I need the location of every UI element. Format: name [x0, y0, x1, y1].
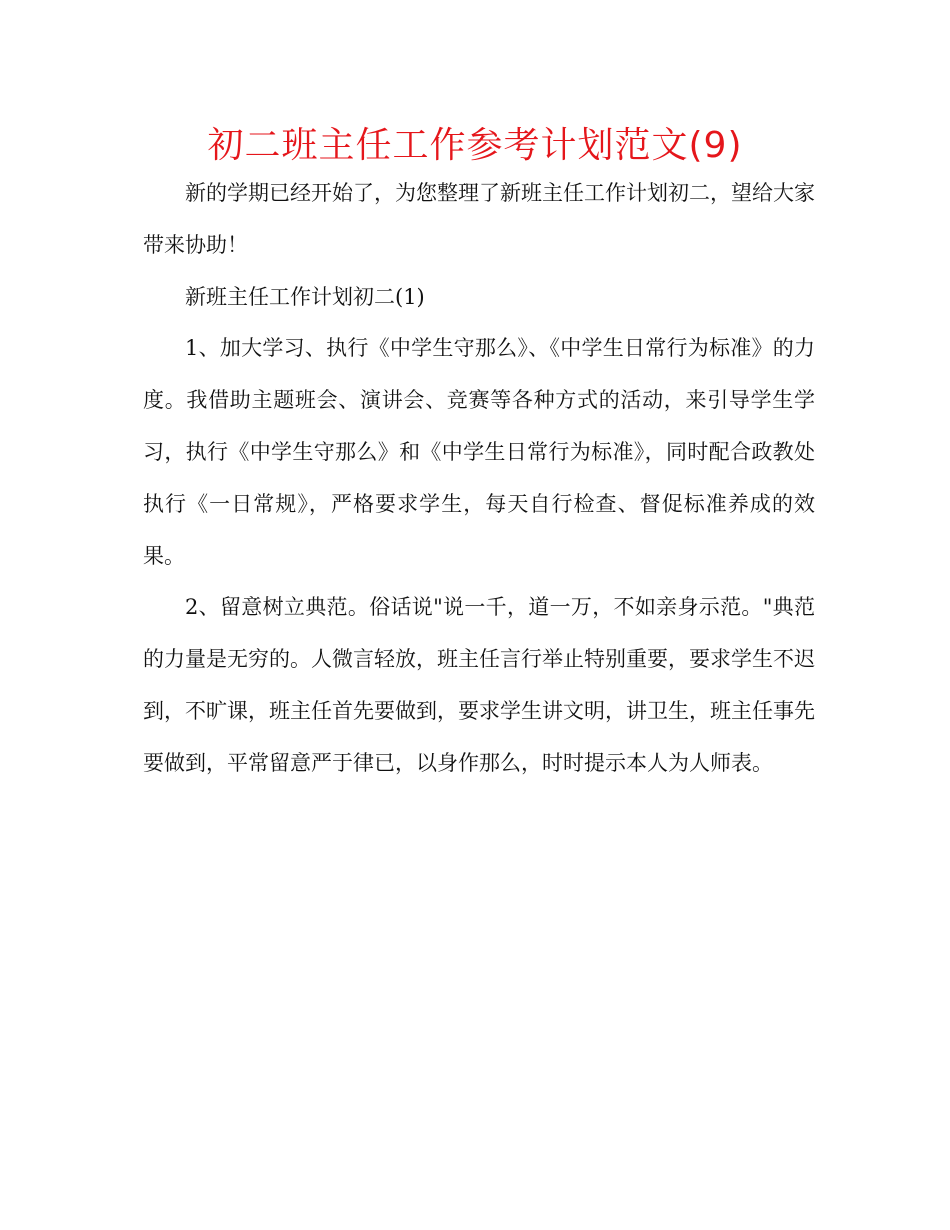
document-body — [143, 168, 815, 790]
section-heading: 新班主任工作计划初二(1) — [185, 284, 425, 309]
intro-paragraph: 新的学期已经开始了，为您整理了新班主任工作计划初二，望给大家带来协助！ — [143, 181, 815, 257]
paragraph-item-2: 2、留意树立典范。俗话说"说一千，道一万，不如亲身示范。"典范的力量是无穷的。人微言轻放，班主任言行举止特别重要，要求学生不迟到，不旷课，班主任首先要做到，要求学生讲文明，讲卫生，班主任事先要做到，平常留意严于律已，以身作那么，时时提示本人为人师表。 — [143, 595, 815, 775]
page-title: 初二班主任工作参考计划范文(9) — [207, 125, 743, 166]
paragraph-item-1: 1、加大学习、执行《中学生守那么》、《中学生日常行为标准》的力度。我借助主题班会、演讲会、竞赛等各种方式的活动，来引导学生学习，执行《中学生守那么》和《中学生日常行为标准》，同时配合政教处执行《一日常规》，严格要求学生，每天自行检查、督促标准养成的效果。 — [143, 336, 815, 568]
